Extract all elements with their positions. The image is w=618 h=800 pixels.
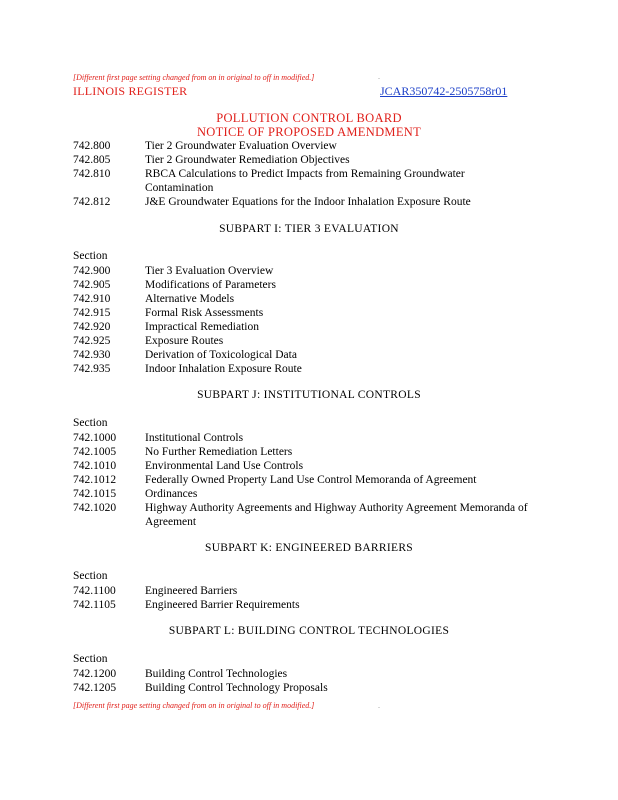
section-title: Exposure Routes — [145, 335, 224, 347]
section-number: 742.1010 — [73, 460, 117, 472]
section-number: 742.1020 — [73, 502, 117, 514]
section-title: Tier 2 Groundwater Remediation Objectives — [145, 154, 350, 166]
section-title: Engineered Barriers — [145, 585, 238, 597]
section-number: 742.1200 — [73, 668, 117, 680]
section-title: Impractical Remediation — [145, 321, 259, 333]
section-number: 742.910 — [73, 293, 111, 305]
section-number: 742.1105 — [73, 599, 116, 611]
page-setting-note-bottom: [Different first page setting changed from on in original to off in modified.] — [73, 701, 315, 710]
section-title: Alternative Models — [145, 293, 235, 305]
section-number: 742.800 — [73, 140, 111, 152]
section-number: 742.925 — [73, 335, 111, 347]
section-label: Section — [73, 570, 108, 582]
section-label: Section — [73, 417, 108, 429]
section-number: 742.1005 — [73, 446, 117, 458]
section-title: Environmental Land Use Controls — [145, 460, 304, 472]
section-number: 742.1012 — [73, 474, 117, 486]
divider-dot: . — [378, 701, 380, 710]
page-setting-note-top: [Different first page setting changed from on in original to off in modified.] — [73, 73, 315, 82]
section-title: Tier 3 Evaluation Overview — [145, 265, 274, 277]
section-number: 742.810 — [73, 168, 111, 180]
section-title: Federally Owned Property Land Use Control Memoranda of Agreement — [145, 474, 477, 486]
section-number: 742.1000 — [73, 432, 117, 444]
section-title: RBCA Calculations to Predict Impacts from Remaining Groundwater Contamination — [145, 168, 465, 194]
section-number: 742.905 — [73, 279, 111, 291]
register-header: ILLINOIS REGISTER — [73, 84, 188, 98]
section-title: Tier 2 Groundwater Evaluation Overview — [145, 140, 337, 152]
section-title: Formal Risk Assessments — [145, 307, 264, 319]
subpart-heading: SUBPART L: BUILDING CONTROL TECHNOLOGIES — [168, 625, 450, 637]
section-title: No Further Remediation Letters — [145, 446, 293, 458]
section-number: 742.1205 — [73, 682, 117, 694]
section-number: 742.900 — [73, 265, 111, 277]
section-title: Building Control Technologies — [145, 668, 288, 680]
section-number: 742.1015 — [73, 488, 117, 500]
section-label: Section — [73, 653, 108, 665]
section-number: 742.805 — [73, 154, 111, 166]
section-number: 742.935 — [73, 363, 111, 375]
section-number: 742.920 — [73, 321, 111, 333]
section-number: 742.915 — [73, 307, 111, 319]
section-title: Indoor Inhalation Exposure Route — [145, 363, 302, 375]
subpart-heading: SUBPART J: INSTITUTIONAL CONTROLS — [197, 389, 421, 401]
section-title: J&E Groundwater Equations for the Indoor Inhalation Exposure Route — [145, 196, 471, 208]
section-number: 742.812 — [73, 196, 111, 208]
section-title: Modifications of Parameters — [145, 279, 276, 291]
board-title: POLLUTION CONTROL BOARD — [216, 111, 402, 125]
jcar-reference-link[interactable]: JCAR350742-2505758r01 — [380, 84, 508, 98]
subpart-heading: SUBPART I: TIER 3 EVALUATION — [219, 223, 399, 235]
section-title: Highway Authority Agreements and Highway Authority Agreement Memoranda of Agreement — [145, 502, 528, 528]
section-title: Building Control Technology Proposals — [145, 682, 328, 694]
section-title: Derivation of Toxicological Data — [145, 349, 297, 361]
subpart-heading: SUBPART K: ENGINEERED BARRIERS — [205, 542, 413, 554]
section-title: Engineered Barrier Requirements — [145, 599, 300, 611]
section-label: Section — [73, 250, 108, 262]
section-number: 742.930 — [73, 349, 111, 361]
section-number: 742.1100 — [73, 585, 116, 597]
divider-dot: . — [378, 72, 380, 81]
section-title: Institutional Controls — [145, 432, 244, 444]
notice-title: NOTICE OF PROPOSED AMENDMENT — [196, 125, 422, 139]
section-title: Ordinances — [145, 488, 198, 500]
